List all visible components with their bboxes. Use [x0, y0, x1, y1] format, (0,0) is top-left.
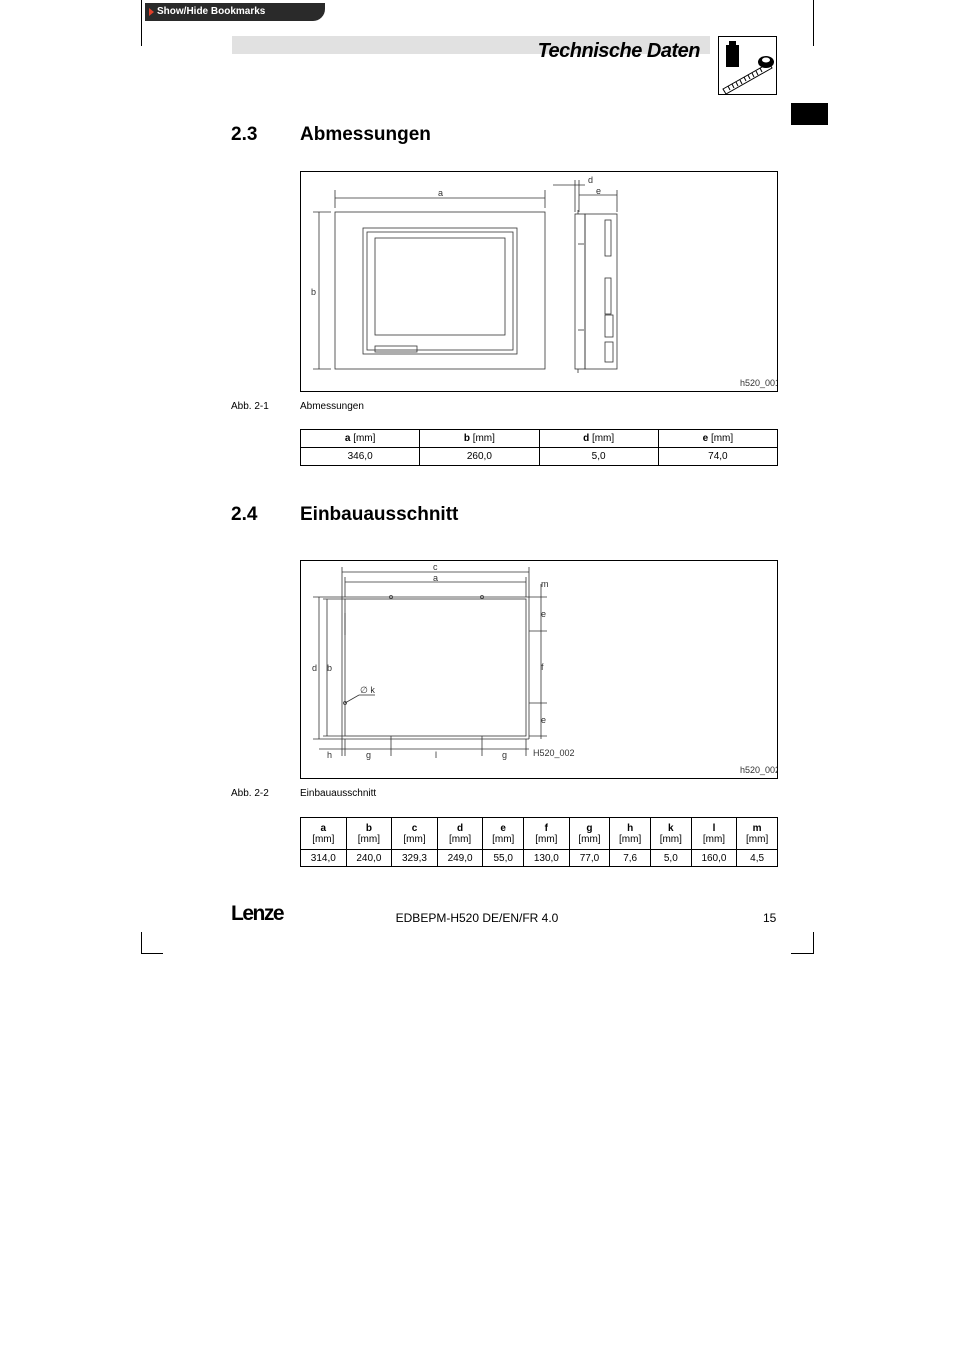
table-header-cell: d [mm]: [437, 818, 483, 850]
dim-label-a: a: [433, 573, 439, 583]
dim-label-g-left: g: [366, 750, 372, 760]
table-row: [301, 448, 778, 466]
figure-caption-text: Einbauausschnitt: [300, 788, 377, 799]
crop-mark: [141, 0, 142, 46]
section-number: 2.4: [231, 504, 258, 525]
table-header-cell: e [mm]: [658, 430, 777, 448]
table-cell: 4,5: [737, 850, 778, 867]
table-cell: 346,0: [301, 448, 420, 466]
dim-label-f: f: [541, 662, 544, 672]
dim-label-h: h: [327, 750, 333, 760]
section-heading: [231, 124, 631, 148]
figure-id: h520_001: [740, 378, 777, 388]
figure-caption-text: Abmessungen: [300, 401, 364, 412]
dimensions-figure: [300, 171, 778, 392]
table-row: [301, 850, 778, 867]
lenze-logo: Lenze: [231, 902, 284, 925]
dim-label-g-right: g: [502, 750, 508, 760]
table-cell: 5,0: [539, 448, 658, 466]
dim-label-l: l: [435, 750, 437, 760]
show-hide-bookmarks-button[interactable]: [145, 3, 325, 21]
section-number: 2.3: [231, 124, 258, 145]
crop-mark: [141, 953, 163, 954]
dim-label-m: m: [541, 579, 549, 589]
section-title: Einbauausschnitt: [300, 504, 459, 525]
cutout-table: [300, 817, 778, 867]
table-cell: 329,3: [392, 850, 438, 867]
figure-id: h520_002: [740, 765, 777, 775]
cutout-drawing: [301, 561, 777, 778]
dim-label-c: c: [433, 562, 438, 572]
table-header-cell: h [mm]: [610, 818, 651, 850]
arrow-right-icon: [149, 8, 154, 16]
page-header-title: Technische Daten: [537, 40, 700, 62]
crop-mark: [141, 932, 142, 954]
table-header-cell: m [mm]: [737, 818, 778, 850]
table-header-cell: a [mm]: [301, 818, 347, 850]
table-cell: 5,0: [650, 850, 691, 867]
table-cell: 130,0: [524, 850, 570, 867]
table-header-cell: c [mm]: [392, 818, 438, 850]
table-cell: 160,0: [691, 850, 737, 867]
table-header-cell: b [mm]: [346, 818, 392, 850]
technical-data-icon: [718, 36, 777, 95]
dim-label-e-bottom: e: [541, 715, 547, 725]
table-header-row: [301, 818, 778, 850]
table-cell: 7,6: [610, 850, 651, 867]
table-header-cell: b [mm]: [420, 430, 539, 448]
dim-label-k: ∅ k: [360, 685, 375, 695]
figure-caption-number: Abb. 2-1: [231, 401, 269, 412]
table-header-cell: g [mm]: [569, 818, 610, 850]
inner-figure-id: H520_002: [533, 748, 575, 758]
table-cell: 314,0: [301, 850, 347, 867]
dim-label-e: e: [596, 186, 602, 196]
figure-caption-number: Abb. 2-2: [231, 788, 269, 799]
section-title: Abmessungen: [300, 124, 431, 145]
bookmarks-label: Show/Hide Bookmarks: [157, 6, 266, 17]
crop-mark: [813, 932, 814, 954]
table-cell: 55,0: [483, 850, 524, 867]
table-cell: 74,0: [658, 448, 777, 466]
document-id: EDBEPM-H520 DE/EN/FR 4.0: [395, 911, 559, 925]
crop-mark: [791, 953, 814, 954]
table-header-row: [301, 430, 778, 448]
table-header-cell: f [mm]: [524, 818, 570, 850]
dim-label-a: a: [438, 188, 444, 198]
page-number: 15: [763, 911, 777, 925]
table-header-cell: d [mm]: [539, 430, 658, 448]
table-cell: 249,0: [437, 850, 483, 867]
cutout-figure: [300, 560, 778, 779]
dim-label-b: b: [311, 287, 317, 297]
dimensions-drawing: [301, 172, 777, 391]
dim-label-d: d: [312, 663, 318, 673]
crop-mark: [813, 0, 814, 46]
dim-label-e-top: e: [541, 609, 547, 619]
dim-label-d: d: [588, 175, 594, 185]
table-header-cell: l [mm]: [691, 818, 737, 850]
table-cell: 240,0: [346, 850, 392, 867]
table-header-cell: k [mm]: [650, 818, 691, 850]
table-cell: 77,0: [569, 850, 610, 867]
section-heading: [231, 504, 631, 528]
dim-label-b: b: [327, 663, 333, 673]
chapter-tab: [791, 103, 828, 125]
table-cell: 260,0: [420, 448, 539, 466]
table-header-cell: e [mm]: [483, 818, 524, 850]
table-header-cell: a [mm]: [301, 430, 420, 448]
dimensions-table: [300, 429, 778, 466]
